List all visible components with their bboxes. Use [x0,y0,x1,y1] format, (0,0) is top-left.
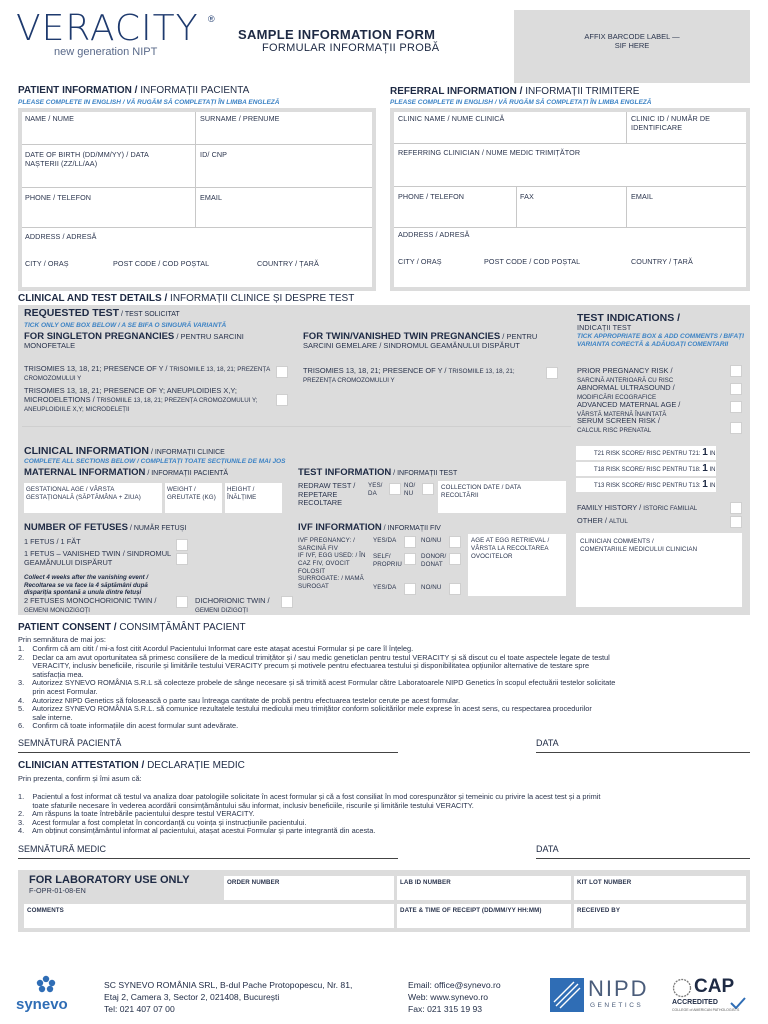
clinician-signature-line[interactable] [18,858,398,859]
ivf-no-label: NO/NU [421,537,442,544]
patient-consent-title: PATIENT CONSENT / CONSIMȚĂMÂNT PACIENT [18,622,246,633]
referral-address-field[interactable]: ADDRESS / ADRESĂ [398,230,470,239]
surname-field[interactable]: SURNAME / PRENUME [200,114,280,123]
abnormal-ultrasound-label: ABNORMAL ULTRASOUND / MODIFICĂRI ECOGRAFICE [577,383,675,401]
barcode-area [514,10,750,83]
clinic-name-field[interactable]: CLINIC NAME / NUME CLINICĂ [398,114,505,123]
barcode-label: AFFIX BARCODE LABEL — SIF HERE [584,32,680,50]
egg-self-checkbox[interactable] [404,553,416,565]
dob-field[interactable]: DATE OF BIRTH (DD/MM/YY) / DATA NAȘTERII (ZZ/LL/AA) [25,150,149,168]
referral-city-field[interactable]: CITY / ORAȘ [398,257,442,266]
family-history-label: FAMILY HISTORY / ISTORIC FAMILIAL [577,503,698,512]
redraw-yes-label: YES/ DA [368,482,383,497]
clinical-details-title: CLINICAL AND TEST DETAILS / INFORMAȚII CLINICE ȘI DESPRE TEST [18,293,355,304]
requested-test-note: TICK ONLY ONE BOX BELOW / A SE BIFA O SINGURĂ VARIANTĂ [24,322,227,329]
test-indications-note: TICK APPROPRIATE BOX & ADD COMMENTS / BIFAȚI VARIANTA CORECTĂ & ADĂUGAȚI COMENTARII [577,333,744,348]
dichorionic-label: DICHORIONIC TWIN / GEMENI DIZIGOȚI [195,596,270,614]
singleton-option-2-checkbox[interactable] [276,394,288,406]
logo-tagline: new generation NIPT [54,46,158,58]
other-checkbox[interactable] [730,516,742,528]
redraw-no-checkbox[interactable] [422,483,434,495]
synevo-address-2: Etaj 2, Camera 3, Sector 2, 021408, București [104,992,280,1002]
order-number-field[interactable]: ORDER NUMBER [224,876,394,900]
test-indications-title-ro: INDICAȚII TEST [577,323,632,332]
referral-info-note: PLEASE COMPLETE IN ENGLISH / VĂ RUGĂM SĂ COMPLETAȚI ÎN LIMBA ENGLEZĂ [390,99,652,106]
patient-email-field[interactable]: EMAIL [200,193,223,202]
form-code: F-OPR-01-08-EN [29,886,86,895]
egg-donor-label: DONOR/ DONAT [421,553,447,568]
referral-email-field[interactable]: EMAIL [631,192,654,201]
synevo-phone: Tel: 021 407 07 00 [104,1004,175,1014]
requested-test-title: REQUESTED TEST / TEST SOLICITAT [24,307,180,319]
clinician-signature-label: SEMNĂTURĂ MEDIC [18,844,107,854]
patient-post-field[interactable]: POST CODE / COD POȘTAL [113,259,210,268]
test-info-title: TEST INFORMATION / INFORMAȚII TEST [298,467,458,478]
clinician-comments-field[interactable]: CLINICIAN COMMENTS / COMENTARIILE MEDICULUI CLINICIAN [576,533,742,607]
twin-option-1-checkbox[interactable] [546,367,558,379]
redraw-test-label: REDRAW TEST / REPETARE RECOLTARE [298,481,356,508]
twin-option-1: TRISOMIES 13, 18, 21; PRESENCE OF Y / TRISOMIILE 13, 18, 21; PREZENȚA CROMOZOMULUI Y [303,366,515,384]
patient-signature-label: SEMNĂTURĂ PACIENTĂ [18,738,122,748]
one-fetus-checkbox[interactable] [176,539,188,551]
clinical-info-note: COMPLETE ALL SECTIONS BELOW / COMPLETAȚI TOATE SECȚIUNILE DE MAI JOS [24,458,286,465]
nipd-wordmark: NIPD [588,976,649,1001]
patient-phone-field[interactable]: PHONE / TELEFON [25,193,92,202]
clinician-date-label: DATA [536,844,559,854]
egg-used-label: IF IVF, EGG USED: / ÎN CAZ FIV, OVOCIT FOLOSIT [298,552,366,575]
egg-donor-checkbox[interactable] [449,553,461,565]
attestation-intro: Prin prezenta, confirm și îmi asum că: [18,774,142,783]
veracity-logo [16,8,226,58]
t18-risk-field[interactable]: T18 RISK SCORE/ RISC PENTRU T18: 1 IN [576,462,716,476]
singleton-option-1: TRISOMIES 13, 18, 21; PRESENCE OF Y / TRISOMIILE 13, 18, 21; PREZENȚA CROMOZOMULUI Y [24,364,270,382]
surrogate-label: SURROGATE: / MAMĂ SUROGAT [298,575,364,590]
cnp-field[interactable]: ID/ CNP [200,150,228,159]
cap-seal-icon [672,978,692,998]
collection-date-field[interactable]: COLLECTION DATE / DATA RECOLTĂRII [438,481,566,513]
other-label: OTHER / ALTUL [577,516,628,525]
weight-field[interactable]: WEIGHT / GREUTATE (KG) [165,483,222,513]
clinical-info-title: CLINICAL INFORMATION / INFORMAȚII CLINICE [24,445,225,457]
one-fetus-label: 1 FETUS / 1 FĂT [24,537,81,546]
vanished-twin-label: 1 FETUS – VANISHED TWIN / SINDROMUL GEAMĂNULUI DISPĂRUT [24,549,171,567]
registered-mark: ® [208,14,215,24]
ivf-yes-label: YES/DA [373,537,397,544]
lab-id-field[interactable]: LAB ID NUMBER [397,876,571,900]
genetics-wordmark: GENETICS [590,1002,644,1009]
surrogate-no-label: NO/NU [421,584,442,591]
referral-post-field[interactable]: POST CODE / COD POȘTAL [484,257,581,266]
form-subtitle: FORMULAR INFORMAȚII PROBĂ [262,42,440,54]
patient-date-line[interactable] [536,752,750,753]
maternal-age-label: ADVANCED MATERNAL AGE / VÂRSTĂ MATERNĂ ÎNAINTATĂ [577,400,681,418]
dichorionic-checkbox[interactable] [281,596,293,608]
vanished-twin-checkbox[interactable] [176,553,188,565]
singleton-option-1-checkbox[interactable] [276,366,288,378]
maternal-info-title: MATERNAL INFORMATION / INFORMAȚII PACIENTĂ [24,467,229,478]
surrogate-yes-label: YES/DA [373,584,397,591]
patient-country-field[interactable]: COUNTRY / ȚARĂ [257,259,319,268]
egg-self-label: SELF/ PROPRIU [373,553,402,568]
consent-list: 1. Confirm că am citit / mi-a fost citit Acordul Pacientului Informat care este atașat acestui Formular și pe care îl înțeleg. 2. Declar ca am avut oportunitatea să primesc consiliere de la medicul trimițător și / sau medic geneticlan pentru testul VERACITY și să discut cu el toate aspectele legate de testul VERACITY, inclusiv beneficiile, riscurile și limitările testului VERACITY precum și motivele pentru efectuarea testului și disponibilitatea opțiunilor alternative de testare spre satisfacția mea. 3. Autorizez SYNEVO ROMÂNIA S.R.L să colecteze probele de sânge necesare și să trimită acest Formular către Laboratoarele NIPD Genetics în scopul efectuării testelor solicitate prin acest Formular. 4. Autorizez NIPD Genetics să folosească o parte sau întreaga cantitate de probă pentru efectuarea testelor cerute pe acest formular. 5. Autorizez SYNEVO ROMÂNIA S.R.L. să comunice rezultatele testului medicului meu trimițător conform solicitărilor mele exprese în acest sens, cu respectarea procedurilor sale interne. 6. Confirm că toate informațiile din acest formular sunt adevărate. [18,644,616,731]
maternal-age-checkbox[interactable] [730,401,742,413]
twin-heading: FOR TWIN/VANISHED TWIN PREGNANCIES / PENTRU SARCINI GEMELARE / SINDROMUL GEAMĂNULUI DISPĂRUT [303,331,538,350]
synevo-email[interactable]: Email: office@synevo.ro [408,980,501,990]
monochorionic-checkbox[interactable] [176,596,188,608]
synevo-fax: Fax: 021 315 19 93 [408,1004,483,1014]
family-history-checkbox[interactable] [730,502,742,514]
cap-accredited: ACCREDITED [672,999,718,1006]
clinician-date-line[interactable] [536,858,750,859]
test-indications-title: TEST INDICATIONS / [577,312,681,324]
kit-lot-field[interactable]: KIT LOT NUMBER [574,876,746,900]
patient-date-label: DATA [536,738,559,748]
synevo-flower-icon [34,974,58,996]
referral-fax-field[interactable]: FAX [520,192,534,201]
form-title: SAMPLE INFORMATION FORM [238,27,436,42]
ivf-no-checkbox[interactable] [449,536,461,548]
vanished-twin-note: Collect 4 weeks after the vanishing event / Recoltarea se va face la 4 săptămâni după dispariția spontană a unula dintre fetuși [24,574,149,596]
singleton-option-2: TRISOMIES 13, 18, 21; PRESENCE OF Y; ANEUPLOIDIES X,Y; MICRODELETIONS / TRISOMIILE 13, 18, 21; PREZENȚA CROMOZOMULUI Y; ANEUPLOIDIILE X,Y; MICRODELEȚII [24,386,258,413]
redraw-no-label: NO/ NU [404,482,416,497]
received-by-field[interactable]: RECEIVED BY [574,904,746,928]
monochorionic-label: 2 FETUSES MONOCHORIONIC TWIN / GEMENI MONOZIGOȚI [24,596,157,614]
patient-signature-line[interactable] [18,752,398,753]
t21-risk-field[interactable]: T21 RISK SCORE/ RISC PENTRU T21: 1 IN [576,446,716,460]
redraw-yes-checkbox[interactable] [389,483,401,495]
patient-info-title: PATIENT INFORMATION / INFORMAȚII PACIENTA [18,85,250,96]
prior-risk-label: PRIOR PREGNANCY RISK / SARCINĂ ANTERIOARĂ CU RISC [577,366,674,384]
patient-info-note: PLEASE COMPLETE IN ENGLISH / VĂ RUGĂM SĂ COMPLETAȚI ÎN LIMBA ENGLEZĂ [18,99,280,106]
prior-risk-checkbox[interactable] [730,365,742,377]
nipd-dna-icon [550,978,584,1012]
nipd-genetics-logo [550,976,650,1014]
referral-phone-field[interactable]: PHONE / TELEFON [398,192,465,201]
surrogate-no-checkbox[interactable] [449,583,461,595]
abnormal-ultrasound-checkbox[interactable] [730,383,742,395]
clinic-id-field[interactable]: CLINIC ID / NUMĂR DE IDENTIFICARE [631,114,711,132]
patient-address-field[interactable]: ADDRESS / ADRESĂ [25,232,97,241]
t13-risk-field[interactable]: T13 RISK SCORE/ RISC PENTRU T13: 1 IN [576,478,716,492]
surrogate-yes-checkbox[interactable] [404,583,416,595]
cap-subtext: COLLEGE of AMERICAN PATHOLOGISTS [672,1008,740,1012]
synevo-wordmark: synevo [16,996,68,1013]
height-field[interactable]: HEIGHT / ÎNĂLȚIME [225,483,282,513]
patient-city-field[interactable]: CITY / ORAȘ [25,259,69,268]
synevo-address-1: SC SYNEVO ROMÂNIA SRL, B-dul Pache Protopopescu, Nr. 81, [104,980,353,990]
name-field[interactable]: NAME / NUME [25,114,75,123]
referral-info-title: REFERRAL INFORMATION / INFORMAȚII TRIMITERE [390,86,640,97]
ivf-info-title: IVF INFORMATION / INFORMAȚII FIV [298,522,441,533]
referral-country-field[interactable]: COUNTRY / ȚARĂ [631,257,693,266]
lab-comments-field[interactable]: COMMENTS [24,904,394,928]
synevo-logo [14,974,78,1016]
serum-screen-checkbox[interactable] [730,422,742,434]
clinician-attestation-title: CLINICIAN ATTESTATION / DECLARAȚIE MEDIC [18,760,245,771]
ivf-yes-checkbox[interactable] [404,536,416,548]
attestation-list: 1. Pacientul a fost informat că testul va analiza doar patologiile solicitate în acest formular și că a fost consiliat în mod corespunzător și temeinic cu privire la acest test și a primit toate sfaturile necesare în vederea acordării consimțământului său informat, inclusiv beneficiile, riscurile și limitările testului VERACITY. 2. Am răspuns la toate întrebările pacientului despre testul VERACITY. 3. Acest formular a fost completat în concordanță cu voința și instrucțiunile pacientului. 4. Am obținut consimțământul informat al pacientului, atașat acestui Formular și parte integrantă din acesta. [18,792,601,836]
ivf-pregnancy-label: IVF PREGNANCY: / SARCINĂ FIV [298,537,355,552]
cap-logo [672,976,758,1016]
age-at-retrieval-field[interactable]: AGE AT EGG RETRIEVAL / VÂRSTA LA RECOLTAREA OVOCITELOR [468,534,566,596]
cap-wordmark: CAP [694,976,735,997]
referring-clinician-field[interactable]: REFERRING CLINICIAN / NUME MEDIC TRIMIȚĂTOR [398,148,581,157]
receipt-datetime-field[interactable]: DATE & TIME OF RECEIPT (DD/MM/YY HH:MM) [397,904,571,928]
logo-text: VERACITY [16,8,199,49]
gestational-age-field[interactable]: GESTATIONAL AGE / VÂRSTA GESTAȚIONALĂ (SĂPTĂMÂNA + ZIUA) [24,483,162,513]
consent-intro: Prin semnătura de mai jos: [18,635,106,644]
serum-screen-label: SERUM SCREEN RISK / CALCUL RISC PRENATAL [577,416,660,434]
synevo-web[interactable]: Web: www.synevo.ro [408,992,489,1002]
singleton-heading: FOR SINGLETON PREGNANCIES / PENTRU SARCINI MONOFETALE [24,331,244,350]
fetuses-title: NUMBER OF FETUSES / NUMĂR FETUȘI [24,522,187,533]
lab-use-title: FOR LABORATORY USE ONLY [29,874,190,886]
